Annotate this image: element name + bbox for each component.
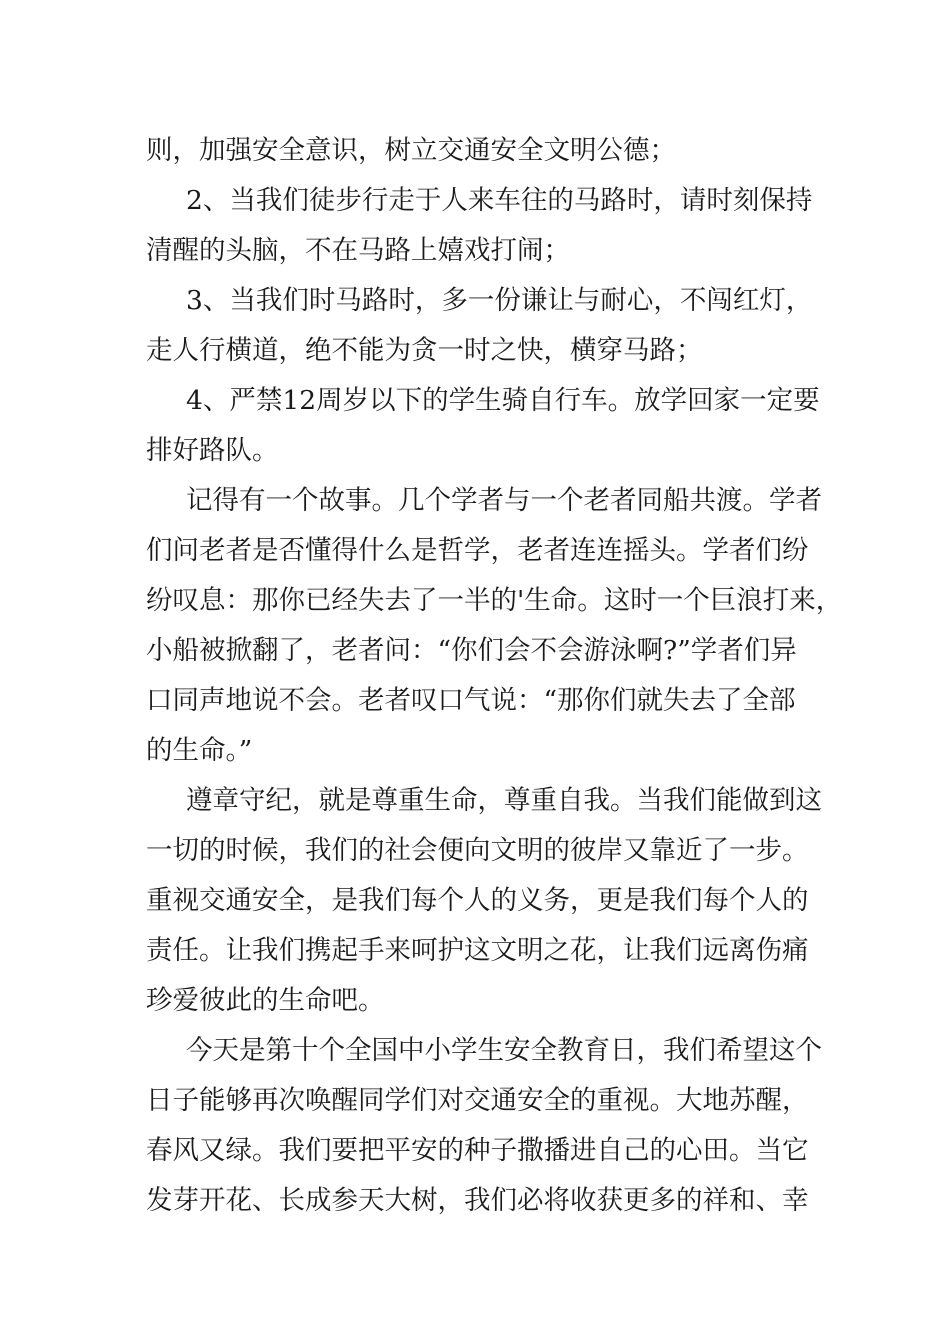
text-line-8: 记得有一个故事。几个学者与一个老者同船共渡。学者 [186,485,822,516]
text-line-2: 2、当我们徒步行走于人来车往的马路时，请时刻保持 [186,185,813,216]
text-line-9: 们问老者是否懂得什么是哲学，老者连连摇头。学者们纷 [146,535,809,566]
text-line-19: 今天是第十个全国中小学生安全教育日，我们希望这个 [186,1035,822,1066]
text-line-15: 一切的时候，我们的社会便向文明的彼岸又靠近了一步。 [146,835,809,866]
text-line-7: 排好路队。 [146,435,279,466]
text-line-5: 走人行横道，绝不能为贪一时之快，横穿马路； [146,335,703,366]
text-line-10: 纷叹息：那你已经失去了一半的'生命。这时一个巨浪打来， [146,585,843,616]
text-line-3: 清醒的头脑，不在马路上嬉戏打闹； [146,235,570,266]
text-line-20: 日子能够再次唤醒同学们对交通安全的重视。大地苏醒， [146,1085,809,1116]
text-line-16: 重视交通安全，是我们每个人的义务，更是我们每个人的 [146,885,809,916]
text-line-4: 3、当我们时马路时，多一份谦让与耐心，不闯红灯， [186,285,813,316]
text-line-18: 珍爱彼此的生命吧。 [146,985,385,1016]
text-line-22: 发芽开花、长成参天大树，我们必将收获更多的祥和、幸 [146,1185,809,1216]
text-line-1: 则，加强安全意识，树立交通安全文明公德； [146,135,676,166]
text-line-14: 遵章守纪，就是尊重生命，尊重自我。当我们能做到这 [186,785,822,816]
text-line-17: 责任。让我们携起手来呵护这文明之花，让我们远离伤痛 [146,935,809,966]
text-line-21: 春风又绿。我们要把平安的种子撒播进自己的心田。当它 [146,1135,809,1166]
text-line-11: 小船被掀翻了，老者问：“你们会不会游泳啊?”学者们异 [146,635,797,666]
text-line-12: 口同声地说不会。老者叹口气说：“那你们就失去了全部 [146,685,796,716]
text-line-13: 的生命。” [146,735,253,766]
text-line-6: 4、严禁12周岁以下的学生骑自行车。放学回家一定要 [186,385,820,416]
